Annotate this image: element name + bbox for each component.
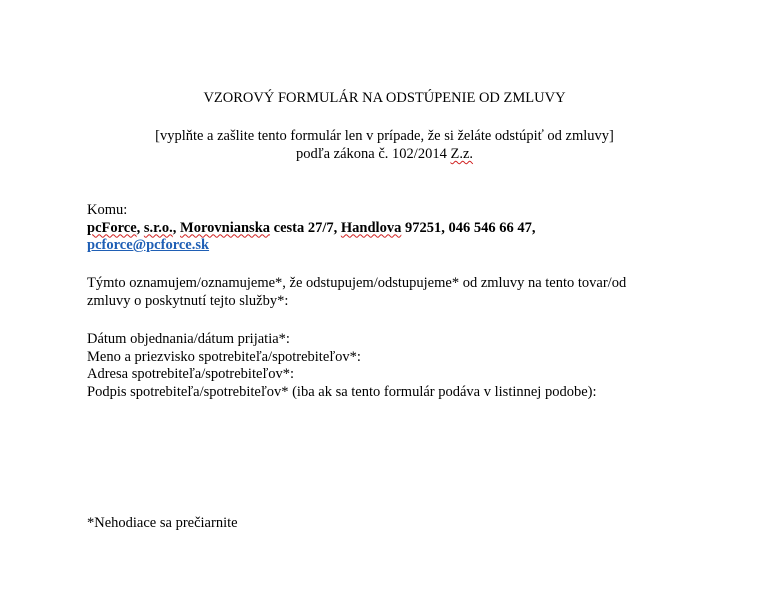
- recipient-sep: ,: [172, 219, 181, 236]
- recipient-label: Komu:: [87, 202, 128, 218]
- law-reference: [0, 146, 769, 163]
- field-consumer-name: Meno a priezvisko spotrebiteľa/spotrebiteľov*:: [87, 348, 361, 365]
- instruction-line: [vyplňte a zašlite tento formulár len v prípade, že si želáte odstúpiť od zmluvy]: [155, 128, 614, 144]
- recipient-company: pcForce: [87, 219, 137, 236]
- form-fields: [87, 331, 707, 401]
- footnote: *Nehodiace sa prečiarnite: [87, 515, 238, 531]
- recipient-company-suffix: ,: [136, 219, 144, 236]
- recipient-email-link[interactable]: pcforce@pcforce.sk: [87, 237, 210, 253]
- recipient-street: Morovnianska: [180, 219, 271, 236]
- recipient-address: [87, 220, 707, 238]
- law-reference-prefix: podľa zákona č. 102/2014: [295, 146, 451, 162]
- form-title: VZOROVÝ FORMULÁR NA ODSTÚPENIE OD ZMLUVY: [203, 90, 566, 106]
- field-consumer-signature: Podpis spotrebiteľa/spotrebiteľov* (iba ak sa tento formulár podáva v listinnej podobe):: [87, 383, 597, 400]
- field-order-date: Dátum objednania/dátum prijatia*:: [87, 331, 290, 347]
- law-abbreviation: Z.z.: [450, 146, 474, 162]
- recipient-block: [87, 202, 707, 255]
- notice-line: zmluvy o poskytnutí tejto služby*:: [87, 292, 289, 309]
- recipient-street-rest: cesta 27/7,: [270, 219, 341, 236]
- recipient-rest: 97251, 046 546 66 47,: [401, 219, 536, 236]
- recipient-legal-form: s.r.o.: [143, 219, 173, 236]
- notice-line: Týmto oznamujem/oznamujeme*, že odstupujem/odstupujeme* od zmluvy na tento tovar/od: [87, 275, 627, 291]
- recipient-city: Handlova: [340, 219, 402, 236]
- recipient-email-line: [87, 237, 707, 255]
- withdrawal-notice: [87, 275, 707, 310]
- field-consumer-address: Adresa spotrebiteľa/spotrebiteľov*:: [87, 366, 295, 382]
